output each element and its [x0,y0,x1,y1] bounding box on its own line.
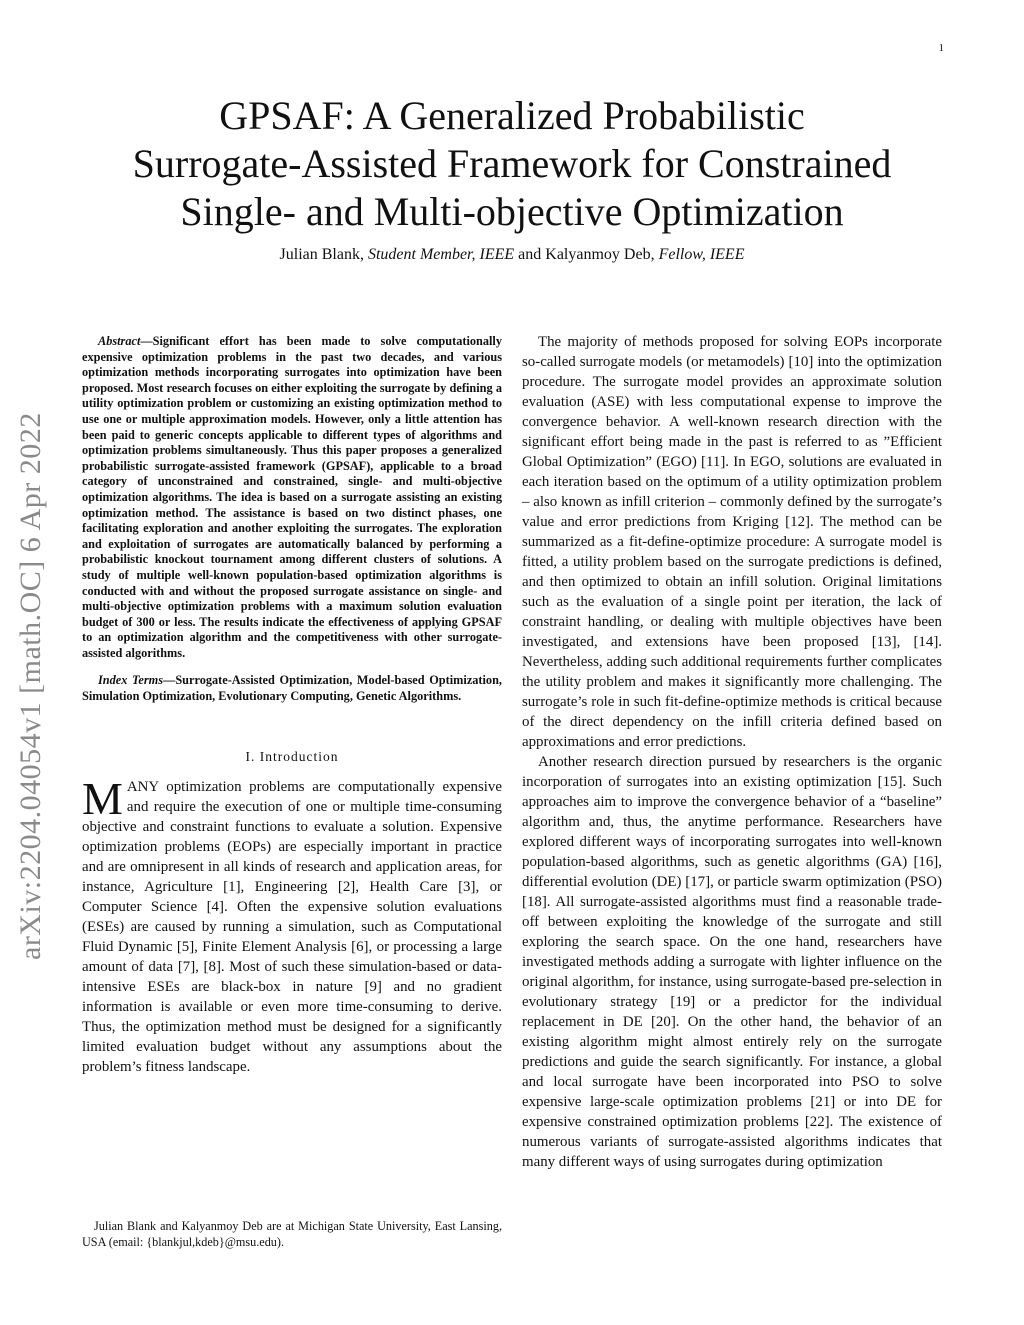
title-line: Single- and Multi-objective Optimization [180,189,844,234]
intro-text: ANY optimization problems are computationally expensive and require the execution of one or multiple time-consuming objective and constraint functions to evaluate a solution. Expensive optimization problems (EOPs) are especially important in practice and are omnipresent in all kinds of research and application areas, for instance, Agriculture [1], Engineering [2], Health Care [3], or Computer Science [4]. Often the expensive solution evaluations (ESEs) are caused by running a simulation, such as Computational Fluid Dynamic [5], Finite Element Analysis [6], or processing a large amount of data [7], [8]. Most of such these simulation-based or data-intensive ESEs are black-box in nature [9] and no gradient information is available or even more time-consuming to derive. Thus, the optimization method must be designed for a significantly limited evaluation budget without any assumptions about the problem’s fitness landscape. [82,778,502,1075]
index-terms [82,673,502,704]
intro-paragraph [82,772,502,1077]
index-terms-text: —Surrogate-Assisted Optimization, Model-based Optimization, Simulation Optimization, Evolutionary Computing, Genetic Algorithms. [82,673,502,704]
body-paragraph: The majority of methods proposed for solving EOPs incorporate so-called surrogate models (or metamodels) [10] into the optimization procedure. The surrogate model provides an approximate solution evaluation (ASE) with less computational expense to improve the convergence behavior. A well-known research direction with the significant effort being made in the past is referred to as ”Efficient Global Optimization” (EGO) [11]. In EGO, solutions are evaluated in each iteration based on the optimum of a utility optimization problem – also known as infill criterion – commonly defined by the surrogate’s value and error predictions from Kriging [12]. The method can be summarized as a fit-define-optimize procedure: A surrogate model is fitted, a utility problem based on the surrogate predictions is defined, and then optimized to obtain an infill solution. Original limitations such as the evaluation of a single point per iteration, the lack of constraint handling, or dealing with multiple objectives have been investigated, and extensions have been proposed [13], [14]. Nevertheless, adding such additional requirements further complicates the utility problem and makes it significantly more challenging. The surrogate’s role in such fit-define-optimize methods is critical because of the direct dependency on the infill criteria defined based on approximations and error predictions. [522,334,942,750]
abstract [82,334,502,661]
author-role: Fellow, IEEE [658,246,745,263]
abstract-text: —Significant effort has been made to solve computationally expensive optimization problems in the past two decades, and various optimization methods incorporating surrogates into optimization have been proposed. Most research focuses on either exploiting the surrogate by defining a utility optimization problem or customizing an existing optimization method to use one or multiple approximation models. However, only a little attention has been paid to generic concepts applicable to different types of algorithms and optimization problems simultaneously. Thus this paper proposes a generalized probabilistic surrogate-assisted framework (GPSAF), applicable to a broad category of unconstrained and constrained, single- and multi-objective optimization algorithms. The idea is based on a surrogate assisting an existing optimization method. The assistance is based on two distinct phases, one facilitating exploration and another exploiting the surrogates. The exploration and exploitation of surrogates are automatically balanced by performing a probabilistic knockout tournament among different clusters of solutions. A study of multiple well-known population-based optimization algorithms is conducted with and without the proposed surrogate assistance on single- and multi-objective optimization problems with a maximum solution evaluation budget of 300 or less. The results indicate the effectiveness of applying GPSAF to an optimization algorithm and the competitiveness with other surrogate-assisted algorithms. [82,334,502,660]
arxiv-stamp[interactable]: arXiv:2204.04054v1 [math.OC] 6 Apr 2022 [14,412,47,960]
page-number: 1 [938,42,944,54]
footnote: Julian Blank and Kalyanmoy Deb are at Michigan State University, East Lansing, USA (email: {blankjul,kdeb}@msu.edu). [82,1219,502,1249]
body-paragraph: Another research direction pursued by researchers is the organic incorporation of surrogates into an existing optimization [15]. Such approaches aim to improve the convergence behavior of a “baseline” algorithm and, thus, the anytime performance. Researchers have explored different ways of incorporating surrogates into well-known population-based algorithms, such as genetic algorithms (GA) [16], differential evolution (DE) [17], or particle swarm optimization (PSO) [18]. All surrogate-assisted algorithms must find a reasonable trade-off between exploiting the knowledge of the surrogate and still exploring the search space. On the one hand, researchers have investigated methods adding a surrogate with lighter influence on the original algorithm, for instance, using surrogate-based pre-selection in evolutionary strategy [19] or a predictor for the individual replacement in DE [20]. On the other hand, the behavior of an existing algorithm might almost entirely rely on the surrogate predictions and guide the search significantly. For instance, a global and local surrogate have been incorporated into PSO to solve expensive large-scale optimization problems [21] or into DE for expensive constrained optimization problems [22]. The existence of numerous variants of surrogate-assisted algorithms indicates that many different ways of using surrogates during optimization [522,754,942,1170]
index-terms-label: Index Terms [98,673,164,688]
section-heading: I. Introduction [245,748,339,764]
author-name: Julian Blank, [279,246,368,263]
right-column [522,332,942,1172]
author-line [100,246,924,264]
title-line: Surrogate-Assisted Framework for Constrained [132,141,892,186]
paper-title [100,92,924,236]
author-role: Student Member, IEEE [367,246,515,263]
left-column [82,334,502,1077]
author-name: and Kalyanmoy Deb, [514,246,659,263]
abstract-label: Abstract [98,334,141,348]
drop-cap: M [82,772,123,824]
title-line: GPSAF: A Generalized Probabilistic [219,93,805,138]
